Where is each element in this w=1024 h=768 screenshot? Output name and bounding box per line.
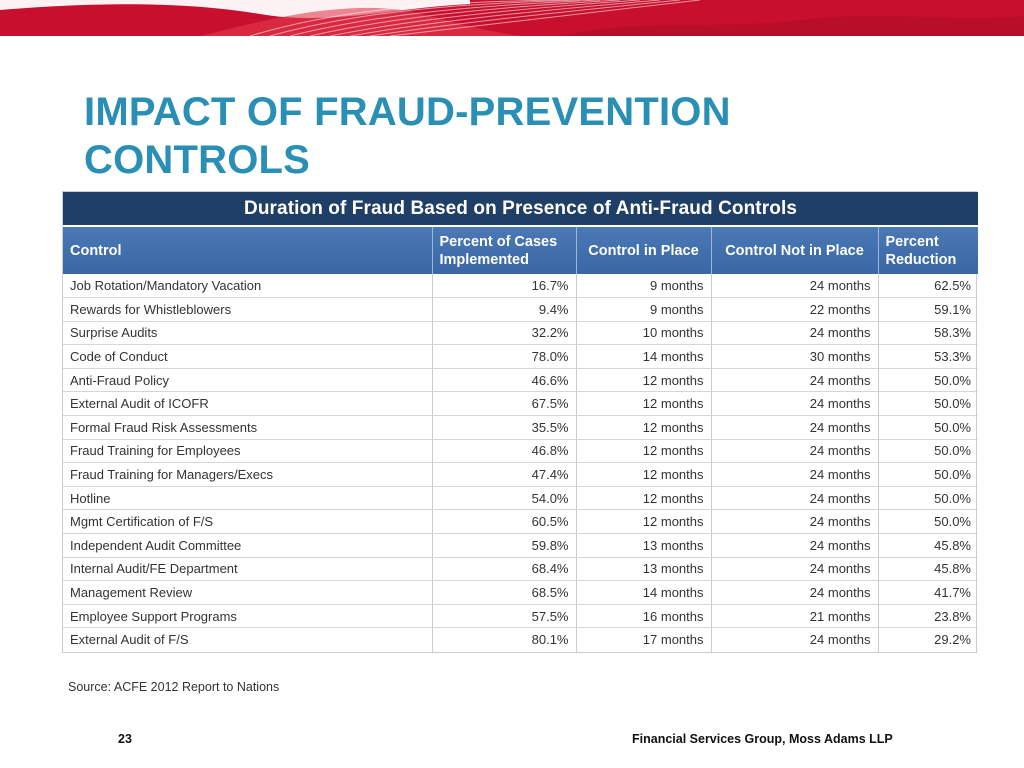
cell-control-not-in-place: 24 months bbox=[711, 628, 878, 652]
cell-percent-implemented: 67.5% bbox=[432, 392, 576, 416]
cell-control-in-place: 12 months bbox=[576, 368, 711, 392]
cell-percent-reduction: 58.3% bbox=[878, 321, 978, 345]
cell-percent-implemented: 60.5% bbox=[432, 510, 576, 534]
cell-percent-reduction: 45.8% bbox=[878, 534, 978, 558]
cell-percent-reduction: 50.0% bbox=[878, 463, 978, 487]
cell-percent-reduction: 62.5% bbox=[878, 274, 978, 298]
cell-control-not-in-place: 24 months bbox=[711, 274, 878, 298]
cell-percent-reduction: 50.0% bbox=[878, 368, 978, 392]
cell-control-not-in-place: 21 months bbox=[711, 604, 878, 628]
cell-control: Code of Conduct bbox=[63, 345, 432, 369]
cell-control: External Audit of ICOFR bbox=[63, 392, 432, 416]
cell-percent-reduction: 50.0% bbox=[878, 486, 978, 510]
cell-percent-implemented: 68.5% bbox=[432, 581, 576, 605]
decorative-banner bbox=[0, 0, 1024, 36]
table-row bbox=[63, 274, 978, 298]
cell-percent-implemented: 46.8% bbox=[432, 439, 576, 463]
cell-control: Management Review bbox=[63, 581, 432, 605]
cell-percent-implemented: 54.0% bbox=[432, 486, 576, 510]
cell-percent-reduction: 41.7% bbox=[878, 581, 978, 605]
cell-control-in-place: 12 months bbox=[576, 463, 711, 487]
table-caption: Duration of Fraud Based on Presence of Anti-Fraud Controls bbox=[63, 192, 978, 226]
cell-control-not-in-place: 24 months bbox=[711, 557, 878, 581]
cell-control-in-place: 12 months bbox=[576, 416, 711, 440]
cell-percent-reduction: 50.0% bbox=[878, 416, 978, 440]
table-row bbox=[63, 557, 978, 581]
table-row bbox=[63, 416, 978, 440]
cell-control-not-in-place: 24 months bbox=[711, 368, 878, 392]
slide-title: IMPACT OF FRAUD-PREVENTION CONTROLS bbox=[84, 90, 731, 182]
table-row bbox=[63, 298, 978, 322]
cell-control: Anti-Fraud Policy bbox=[63, 368, 432, 392]
cell-percent-reduction: 45.8% bbox=[878, 557, 978, 581]
cell-percent-implemented: 80.1% bbox=[432, 628, 576, 652]
table-row bbox=[63, 604, 978, 628]
fraud-controls-table bbox=[62, 191, 977, 653]
cell-percent-reduction: 53.3% bbox=[878, 345, 978, 369]
cell-percent-implemented: 59.8% bbox=[432, 534, 576, 558]
column-header-control: Control bbox=[63, 226, 432, 274]
cell-control-not-in-place: 24 months bbox=[711, 510, 878, 534]
cell-control-in-place: 12 months bbox=[576, 510, 711, 534]
cell-percent-implemented: 68.4% bbox=[432, 557, 576, 581]
cell-percent-implemented: 46.6% bbox=[432, 368, 576, 392]
table-row bbox=[63, 486, 978, 510]
cell-control-in-place: 17 months bbox=[576, 628, 711, 652]
cell-control: Surprise Audits bbox=[63, 321, 432, 345]
cell-control-not-in-place: 22 months bbox=[711, 298, 878, 322]
column-header-percent-reduction: Percent Reduction bbox=[878, 226, 978, 274]
table-row bbox=[63, 345, 978, 369]
cell-percent-reduction: 50.0% bbox=[878, 392, 978, 416]
cell-control: Fraud Training for Employees bbox=[63, 439, 432, 463]
cell-percent-implemented: 16.7% bbox=[432, 274, 576, 298]
footer-organization: Financial Services Group, Moss Adams LLP bbox=[632, 732, 893, 746]
table-body bbox=[63, 274, 978, 652]
cell-control: Rewards for Whistleblowers bbox=[63, 298, 432, 322]
cell-control: Formal Fraud Risk Assessments bbox=[63, 416, 432, 440]
wave-banner-graphic bbox=[0, 0, 1024, 36]
cell-control-in-place: 14 months bbox=[576, 581, 711, 605]
column-header-percent-implemented: Percent of Cases Implemented bbox=[432, 226, 576, 274]
cell-percent-implemented: 78.0% bbox=[432, 345, 576, 369]
cell-control: Fraud Training for Managers/Execs bbox=[63, 463, 432, 487]
cell-percent-implemented: 9.4% bbox=[432, 298, 576, 322]
cell-control-in-place: 12 months bbox=[576, 439, 711, 463]
cell-percent-reduction: 50.0% bbox=[878, 510, 978, 534]
cell-control-in-place: 14 months bbox=[576, 345, 711, 369]
cell-control: External Audit of F/S bbox=[63, 628, 432, 652]
cell-control: Mgmt Certification of F/S bbox=[63, 510, 432, 534]
cell-control-in-place: 10 months bbox=[576, 321, 711, 345]
page-number: 23 bbox=[118, 732, 132, 746]
cell-percent-reduction: 23.8% bbox=[878, 604, 978, 628]
cell-percent-reduction: 59.1% bbox=[878, 298, 978, 322]
cell-control-in-place: 12 months bbox=[576, 486, 711, 510]
cell-control: Employee Support Programs bbox=[63, 604, 432, 628]
cell-control: Hotline bbox=[63, 486, 432, 510]
cell-control-in-place: 13 months bbox=[576, 557, 711, 581]
table-row bbox=[63, 463, 978, 487]
column-header-control-not-in-place: Control Not in Place bbox=[711, 226, 878, 274]
cell-percent-implemented: 47.4% bbox=[432, 463, 576, 487]
table-row bbox=[63, 628, 978, 652]
cell-control-not-in-place: 24 months bbox=[711, 581, 878, 605]
table-row bbox=[63, 368, 978, 392]
cell-percent-implemented: 32.2% bbox=[432, 321, 576, 345]
cell-control: Internal Audit/FE Department bbox=[63, 557, 432, 581]
cell-control-not-in-place: 30 months bbox=[711, 345, 878, 369]
table-row bbox=[63, 392, 978, 416]
cell-control-in-place: 13 months bbox=[576, 534, 711, 558]
cell-control-not-in-place: 24 months bbox=[711, 321, 878, 345]
cell-control-not-in-place: 24 months bbox=[711, 534, 878, 558]
cell-percent-implemented: 35.5% bbox=[432, 416, 576, 440]
cell-control-not-in-place: 24 months bbox=[711, 463, 878, 487]
cell-percent-implemented: 57.5% bbox=[432, 604, 576, 628]
column-header-control-in-place: Control in Place bbox=[576, 226, 711, 274]
cell-control-not-in-place: 24 months bbox=[711, 439, 878, 463]
cell-control-not-in-place: 24 months bbox=[711, 416, 878, 440]
cell-control-in-place: 9 months bbox=[576, 298, 711, 322]
table-row bbox=[63, 510, 978, 534]
cell-control-in-place: 12 months bbox=[576, 392, 711, 416]
cell-control-in-place: 9 months bbox=[576, 274, 711, 298]
table-row bbox=[63, 581, 978, 605]
cell-percent-reduction: 29.2% bbox=[934, 632, 971, 648]
table-row bbox=[63, 534, 978, 558]
cell-control: Independent Audit Committee bbox=[63, 534, 432, 558]
source-note: Source: ACFE 2012 Report to Nations bbox=[68, 680, 280, 694]
cell-control: Job Rotation/Mandatory Vacation bbox=[63, 274, 432, 298]
cell-control-not-in-place: 24 months bbox=[711, 392, 878, 416]
cell-control-not-in-place: 24 months bbox=[711, 486, 878, 510]
table-row bbox=[63, 439, 978, 463]
cell-control-in-place: 16 months bbox=[576, 604, 711, 628]
cell-percent-reduction: 50.0% bbox=[878, 439, 978, 463]
table-row bbox=[63, 321, 978, 345]
